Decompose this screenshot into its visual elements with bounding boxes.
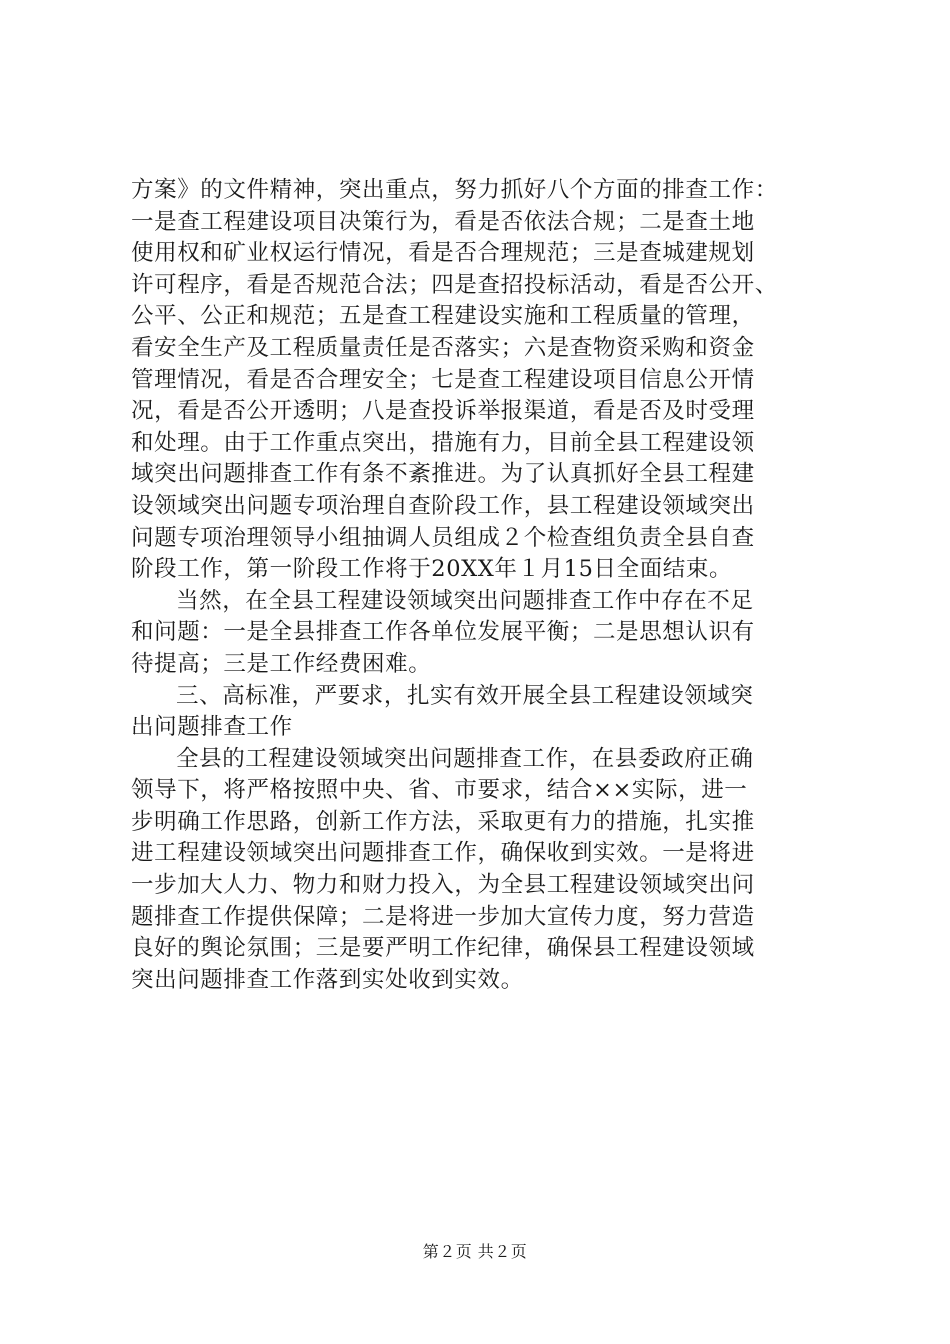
text-line: 步明确工作思路，创新工作方法，采取更有力的措施，扎实推 [131, 808, 755, 835]
text-line: 设领域突出问题专项治理自查阶段工作，县工程建设领域突出 [131, 492, 755, 519]
text-line: 方案》的文件精神，突出重点，努力抓好八个方面的排查工作： [131, 177, 778, 203]
text-line: 待提高；三是工作经费困难。 [131, 650, 432, 677]
text-line: 使用权和矿业权运行情况，看是否合理规范；三是查城建规划 [131, 240, 755, 267]
text-line: 和问题：一是全县排查工作各单位发展平衡；二是思想认识有 [131, 619, 755, 646]
text-line: 阶段工作，第一阶段工作将于20XX年１月15日全面结束。 [131, 556, 733, 583]
page-number-footer: 第２页 共２页 [422, 1242, 528, 1261]
text-line: 和处理。由于工作重点突出，措施有力，目前全县工程建设领 [131, 429, 755, 456]
text-line: 况，看是否公开透明；八是查投诉举报渠道，看是否及时受理 [131, 398, 755, 425]
section-heading-line: 出问题排查工作 [131, 714, 293, 741]
text-line: 一是查工程建设项目决策行为，看是否依法合规；二是查土地 [131, 208, 755, 235]
text-line: 公平、公正和规范；五是查工程建设实施和工程质量的管理， [131, 303, 755, 330]
text-line: 题排查工作提供保障；二是将进一步加大宣传力度，努力营造 [131, 903, 755, 930]
text-line: 看安全生产及工程质量责任是否落实；六是查物资采购和资金 [131, 334, 755, 361]
text-line: 问题专项治理领导小组抽调人员组成２个检查组负责全县自查 [131, 524, 755, 551]
paragraph-start-line: 当然，在全县工程建设领域突出问题排查工作中存在不足 [176, 587, 754, 614]
section-heading-line: 三、高标准，严要求，扎实有效开展全县工程建设领域突 [176, 682, 754, 709]
text-line: 良好的舆论氛围；三是要严明工作纪律，确保县工程建设领域 [131, 935, 755, 962]
text-line: 进工程建设领域突出问题排查工作，确保收到实效。一是将进 [131, 840, 755, 867]
text-line: 管理情况，看是否合理安全；七是查工程建设项目信息公开情 [131, 366, 755, 393]
text-line: 一步加大人力、物力和财力投入，为全县工程建设领域突出问 [131, 872, 755, 899]
text-line: 突出问题排查工作落到实处收到实效。 [131, 966, 524, 993]
text-line: 许可程序，看是否规范合法；四是查招投标活动，看是否公开、 [131, 271, 778, 298]
body-text [131, 175, 831, 996]
text-line: 域突出问题排查工作有条不紊推进。为了认真抓好全县工程建 [131, 461, 755, 488]
text-line: 领导下，将严格按照中央、省、市要求，结合××实际，进一 [131, 777, 748, 804]
paragraph-start-line: 全县的工程建设领域突出问题排查工作，在县委政府正确 [176, 745, 754, 772]
